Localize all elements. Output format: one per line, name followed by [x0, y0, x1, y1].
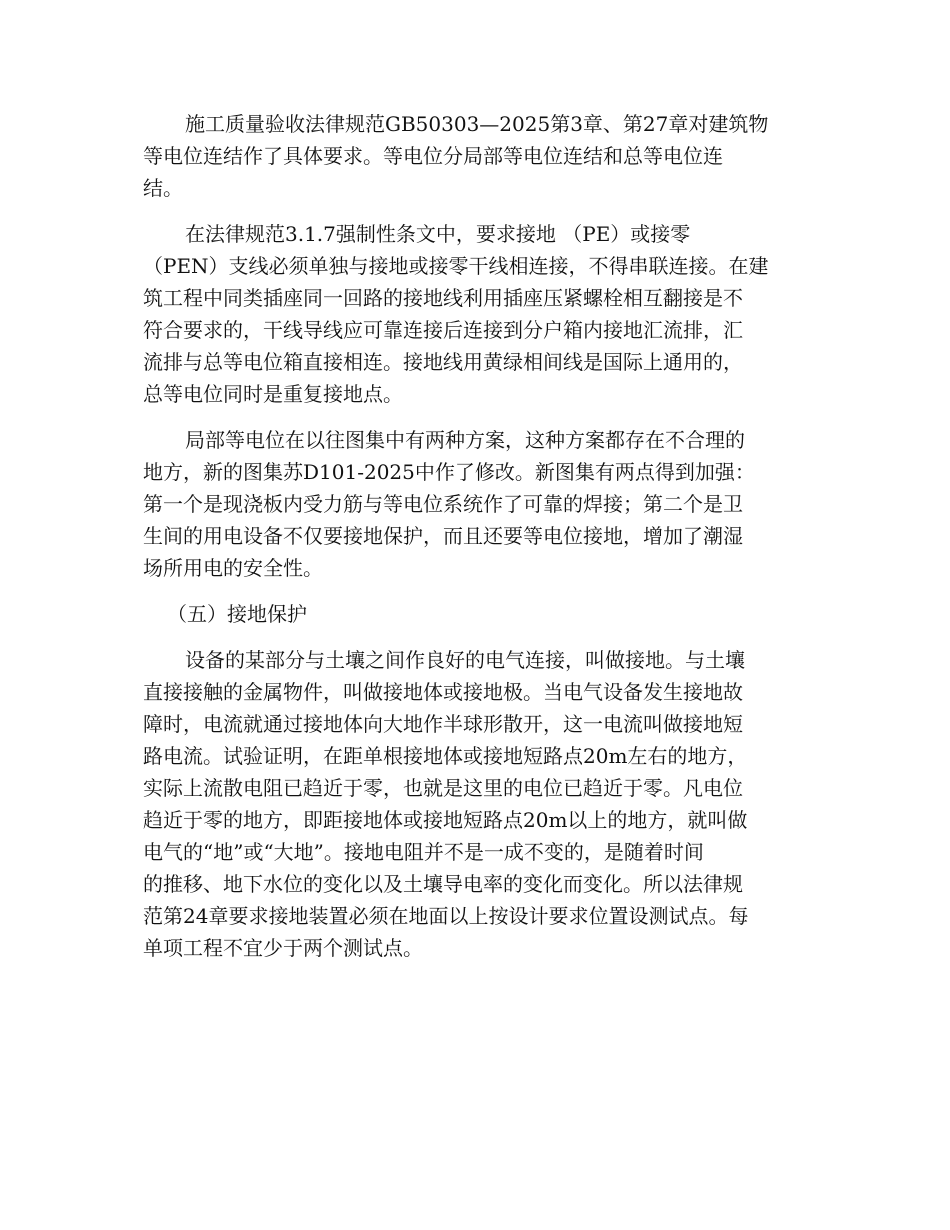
text-line: 筑工程中同类插座同一回路的接地线利用插座压紧螺栓相互翻接是不	[143, 286, 743, 310]
text-line: 路电流。试验证明，在距单根接地体或接地短路点20m左右的地方，	[143, 744, 748, 768]
text-line: 等电位连结作了具体要求。等电位分局部等电位连结和总等电位连	[143, 144, 723, 168]
paragraph-mandatory-clause	[143, 218, 807, 410]
text-line: 第一个是现浇板内受力筋与等电位系统作了可靠的焊接；第二个是卫	[143, 492, 743, 516]
text-line: 生间的用电设备不仅要接地保护，而且还要等电位接地，增加了潮湿	[143, 524, 743, 548]
text-line: 流排与总等电位箱直接相连。接地线用黄绿相间线是国际上通用的，	[143, 350, 743, 374]
text-line: 的推移、地下水位的变化以及土壤导电率的变化而变化。所以法律规	[143, 872, 743, 896]
text-line: 趋近于零的地方，即距接地体或接地短路点20m以上的地方，就叫做	[143, 808, 748, 832]
text-line: 单项工程不宜少于两个测试点。	[143, 936, 423, 960]
text-line: 直接接触的金属物件，叫做接地体或接地极。当电气设备发生接地故	[143, 680, 743, 704]
paragraph-equipotential-requirements	[143, 108, 807, 204]
text-line: 符合要求的，干线导线应可靠连接后连接到分户箱内接地汇流排，汇	[143, 318, 743, 342]
text-line: 结。	[143, 176, 183, 200]
paragraph-grounding-protection	[143, 644, 807, 964]
text-line: 范第24章要求接地装置必须在地面以上按设计要求位置设测试点。每	[143, 904, 749, 928]
text-line: 施工质量验收法律规范GB50303—2025第3章、第27章对建筑物	[185, 112, 769, 136]
text-line: （PEN）支线必须单独与接地或接零干线相连接，不得串联连接。在建	[143, 254, 769, 278]
document-body	[143, 108, 807, 978]
text-line: 在法律规范3.1.7强制性条文中，要求接地 （PE）或接零	[185, 222, 691, 246]
text-line: 障时，电流就通过接地体向大地作半球形散开，这一电流叫做接地短	[143, 712, 743, 736]
text-line: 局部等电位在以往图集中有两种方案，这种方案都存在不合理的	[185, 428, 745, 452]
text-line: 地方，新的图集苏D101-2025中作了修改。新图集有两点得到加强：	[143, 460, 755, 484]
text-line: 设备的某部分与土壤之间作良好的电气连接，叫做接地。与土壤	[185, 648, 745, 672]
paragraph-local-equipotential	[143, 424, 807, 584]
section-heading: （五）接地保护	[167, 602, 307, 626]
text-line: 实际上流散电阻已趋近于零，也就是这里的电位已趋近于零。凡电位	[143, 776, 743, 800]
text-line: 总等电位同时是重复接地点。	[143, 382, 403, 406]
text-line: 场所用电的安全性。	[143, 556, 323, 580]
text-line: 电气的“地”或“大地”。接地电阻并不是一成不变的，是随着时间	[143, 840, 704, 864]
